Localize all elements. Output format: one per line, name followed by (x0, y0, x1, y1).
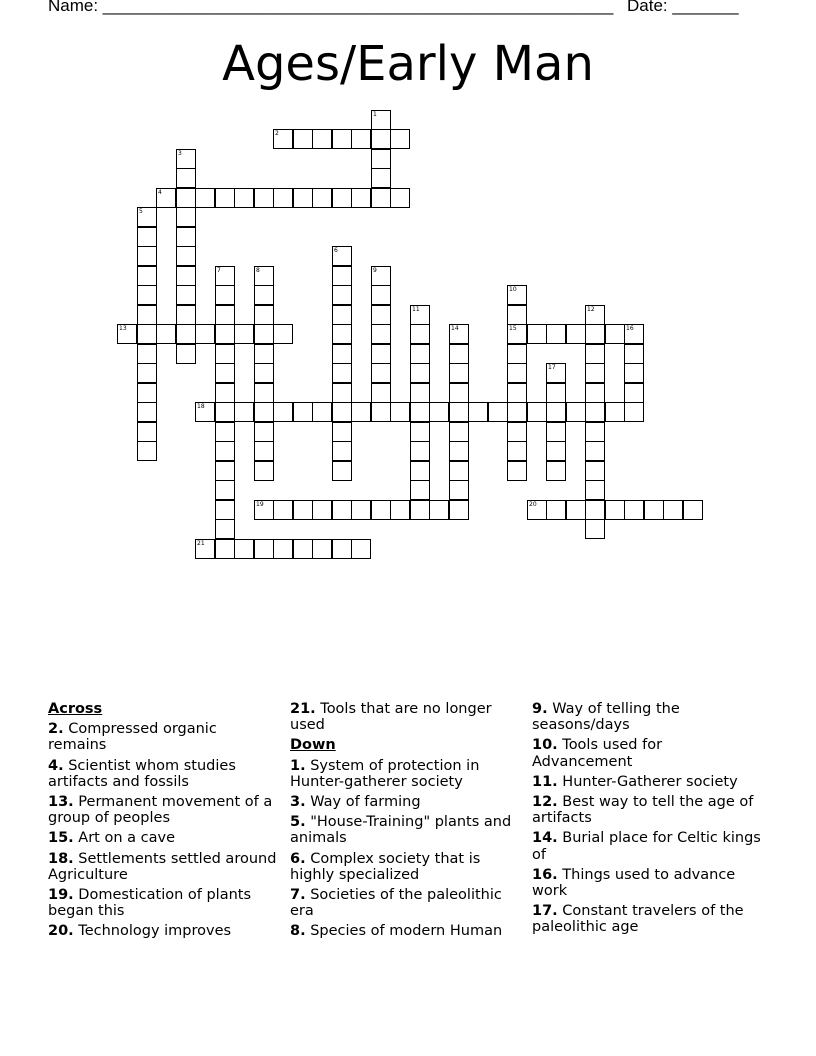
grid-cell[interactable] (410, 383, 430, 403)
grid-cell[interactable] (351, 188, 371, 208)
grid-cell[interactable] (468, 402, 488, 422)
grid-cell[interactable] (585, 519, 605, 539)
grid-cell[interactable] (585, 441, 605, 461)
clue-across-13: 13. Permanent movement of a group of peoples (48, 794, 273, 827)
grid-clue-number: 10 (509, 286, 517, 293)
grid-cell[interactable] (332, 441, 352, 461)
clue-down-17: 17. Constant travelers of the paleolithic age (532, 903, 744, 936)
grid-cell[interactable] (546, 500, 566, 520)
clue-across-19: 19. Domestication of plants began this (48, 887, 252, 920)
grid-cell[interactable] (605, 402, 625, 422)
grid-cell[interactable] (234, 402, 254, 422)
grid-cell[interactable] (546, 461, 566, 481)
grid-cell[interactable] (332, 402, 352, 422)
grid-cell[interactable] (312, 500, 332, 520)
grid-cell[interactable] (273, 324, 293, 344)
grid-cell[interactable] (507, 305, 527, 325)
grid-cell[interactable] (371, 305, 391, 325)
grid-clue-number: 9 (373, 267, 377, 274)
grid-cell[interactable] (215, 383, 235, 403)
grid-cell[interactable] (332, 363, 352, 383)
grid-cell[interactable] (449, 461, 469, 481)
grid-clue-number: 5 (139, 208, 143, 215)
grid-clue-number: 1 (373, 111, 377, 118)
clue-down-10: 10. Tools used for Advancement (532, 737, 663, 770)
grid-cell[interactable] (332, 539, 352, 559)
grid-cell[interactable] (215, 344, 235, 364)
grid-clue-number: 6 (334, 247, 338, 254)
grid-cell[interactable] (215, 402, 235, 422)
grid-cell[interactable] (429, 500, 449, 520)
grid-cell[interactable] (585, 383, 605, 403)
grid-clue-number: 18 (197, 403, 205, 410)
grid-cell[interactable] (312, 539, 332, 559)
grid-cell[interactable] (215, 539, 235, 559)
grid-cell[interactable] (176, 305, 196, 325)
grid-cell[interactable] (410, 363, 430, 383)
grid-cell[interactable] (176, 188, 196, 208)
grid-cell[interactable] (215, 500, 235, 520)
grid-cell[interactable] (410, 500, 430, 520)
grid-cell[interactable] (624, 402, 644, 422)
grid-cell[interactable] (605, 500, 625, 520)
grid-cell[interactable] (176, 266, 196, 286)
grid-cell[interactable] (566, 324, 586, 344)
grid-cell[interactable] (507, 422, 527, 442)
grid-cell[interactable] (546, 422, 566, 442)
clue-across-21: 21. Tools that are no longer used (290, 701, 492, 734)
grid-cell[interactable] (293, 500, 313, 520)
grid-cell[interactable] (176, 207, 196, 227)
grid-cell[interactable] (449, 441, 469, 461)
grid-cell[interactable] (507, 363, 527, 383)
grid-cell[interactable] (624, 344, 644, 364)
grid-cell[interactable] (176, 285, 196, 305)
grid-cell[interactable] (332, 461, 352, 481)
grid-cell[interactable] (449, 480, 469, 500)
clue-down-12: 12. Best way to tell the age of artifacts (532, 794, 754, 827)
grid-cell[interactable] (215, 519, 235, 539)
clue-down-14: 14. Burial place for Celtic kings of (532, 830, 761, 863)
grid-cell[interactable] (254, 461, 274, 481)
grid-cell[interactable] (371, 168, 391, 188)
grid-cell[interactable] (371, 383, 391, 403)
grid-cell[interactable] (585, 480, 605, 500)
clue-across-2: 2. Compressed organic remains (48, 721, 217, 754)
grid-cell[interactable] (332, 129, 352, 149)
grid-cell[interactable] (507, 441, 527, 461)
grid-cell[interactable] (273, 188, 293, 208)
grid-cell[interactable] (410, 402, 430, 422)
grid-cell[interactable] (371, 285, 391, 305)
grid-cell[interactable] (156, 324, 176, 344)
grid-cell[interactable] (507, 344, 527, 364)
grid-cell[interactable] (546, 383, 566, 403)
clue-down-9: 9. Way of telling the seasons/days (532, 701, 680, 734)
grid-cell[interactable] (507, 402, 527, 422)
grid-cell[interactable] (137, 246, 157, 266)
grid-cell[interactable] (371, 344, 391, 364)
clue-column-3 (532, 701, 762, 940)
grid-cell[interactable] (332, 344, 352, 364)
grid-cell[interactable] (351, 500, 371, 520)
clue-across-15: 15. Art on a cave (48, 830, 175, 847)
grid-cell[interactable] (429, 402, 449, 422)
grid-cell[interactable] (585, 422, 605, 442)
grid-cell[interactable] (410, 461, 430, 481)
grid-cell[interactable] (312, 129, 332, 149)
grid-cell[interactable] (585, 461, 605, 481)
grid-cell[interactable] (137, 402, 157, 422)
grid-cell[interactable] (137, 227, 157, 247)
grid-cell[interactable] (137, 441, 157, 461)
grid-clue-number: 3 (178, 150, 182, 157)
grid-cell[interactable] (254, 188, 274, 208)
grid-cell[interactable] (176, 227, 196, 247)
grid-clue-number: 8 (256, 267, 260, 274)
grid-cell[interactable] (215, 422, 235, 442)
grid-cell[interactable] (449, 383, 469, 403)
page-title: Ages/Early Man (222, 36, 594, 92)
name-field-label: Name: ______________________________________________________ (48, 0, 614, 15)
grid-clue-number: 11 (412, 306, 420, 313)
grid-cell[interactable] (371, 129, 391, 149)
clue-down-3: 3. Way of farming (290, 794, 421, 811)
grid-cell[interactable] (371, 402, 391, 422)
grid-cell[interactable] (410, 422, 430, 442)
grid-cell[interactable] (332, 188, 352, 208)
grid-clue-number: 16 (626, 325, 634, 332)
grid-cell[interactable] (371, 363, 391, 383)
grid-cell[interactable] (507, 461, 527, 481)
grid-cell[interactable] (215, 480, 235, 500)
grid-cell[interactable] (293, 129, 313, 149)
grid-cell[interactable] (176, 344, 196, 364)
grid-cell[interactable] (332, 285, 352, 305)
grid-cell[interactable] (254, 422, 274, 442)
grid-cell[interactable] (254, 324, 274, 344)
grid-clue-number: 13 (119, 325, 127, 332)
grid-cell[interactable] (137, 422, 157, 442)
grid-cell[interactable] (215, 188, 235, 208)
across-heading: Across (48, 701, 103, 717)
grid-cell[interactable] (293, 539, 313, 559)
grid-cell[interactable] (254, 383, 274, 403)
grid-cell[interactable] (585, 402, 605, 422)
grid-cell[interactable] (254, 285, 274, 305)
grid-clue-number: 15 (509, 325, 517, 332)
grid-cell[interactable] (644, 500, 664, 520)
clue-across-4: 4. Scientist whom studies artifacts and fossils (48, 757, 236, 790)
grid-cell[interactable] (176, 168, 196, 188)
clue-column-1 (48, 701, 278, 944)
clue-down-1: 1. System of protection in Hunter-gatherer society (290, 757, 480, 790)
grid-clue-number: 20 (529, 501, 537, 508)
grid-cell[interactable] (332, 500, 352, 520)
grid-cell[interactable] (215, 324, 235, 344)
grid-cell[interactable] (312, 188, 332, 208)
grid-cell[interactable] (273, 402, 293, 422)
grid-cell[interactable] (410, 344, 430, 364)
grid-cell[interactable] (449, 500, 469, 520)
grid-cell[interactable] (137, 285, 157, 305)
grid-cell[interactable] (215, 363, 235, 383)
grid-cell[interactable] (273, 500, 293, 520)
grid-cell[interactable] (410, 480, 430, 500)
grid-cell[interactable] (332, 422, 352, 442)
grid-cell[interactable] (176, 324, 196, 344)
grid-cell[interactable] (273, 539, 293, 559)
grid-clue-number: 2 (275, 130, 279, 137)
grid-cell[interactable] (137, 324, 157, 344)
down-heading: Down (290, 737, 336, 754)
grid-cell[interactable] (254, 305, 274, 325)
grid-cell[interactable] (546, 402, 566, 422)
grid-cell[interactable] (254, 402, 274, 422)
grid-cell[interactable] (254, 539, 274, 559)
grid-cell[interactable] (137, 344, 157, 364)
grid-cell[interactable] (605, 324, 625, 344)
grid-cell[interactable] (449, 363, 469, 383)
clue-down-11: 11. Hunter-Gatherer society (532, 773, 738, 790)
grid-cell[interactable] (449, 422, 469, 442)
clue-down-8: 8. Species of modern Human (290, 923, 503, 940)
grid-cell[interactable] (527, 324, 547, 344)
grid-cell[interactable] (585, 500, 605, 520)
grid-cell[interactable] (390, 402, 410, 422)
grid-cell[interactable] (332, 305, 352, 325)
grid-cell[interactable] (351, 129, 371, 149)
grid-cell[interactable] (137, 383, 157, 403)
grid-cell[interactable] (195, 188, 215, 208)
grid-cell[interactable] (332, 324, 352, 344)
grid-cell[interactable] (293, 402, 313, 422)
grid-cell[interactable] (585, 324, 605, 344)
grid-cell[interactable] (566, 500, 586, 520)
grid-cell[interactable] (624, 363, 644, 383)
grid-cell[interactable] (312, 402, 332, 422)
grid-cell[interactable] (332, 383, 352, 403)
grid-clue-number: 12 (587, 306, 595, 313)
grid-cell[interactable] (585, 344, 605, 364)
date-field-label: Date: _______ (627, 0, 739, 15)
grid-cell[interactable] (390, 188, 410, 208)
grid-cell[interactable] (566, 402, 586, 422)
grid-cell[interactable] (195, 324, 215, 344)
grid-clue-number: 7 (217, 267, 221, 274)
grid-cell[interactable] (351, 402, 371, 422)
grid-cell[interactable] (410, 324, 430, 344)
grid-cell[interactable] (215, 285, 235, 305)
clue-across-20: 20. Technology improves (48, 923, 232, 940)
grid-clue-number: 21 (197, 540, 205, 547)
grid-cell[interactable] (546, 441, 566, 461)
grid-clue-number: 4 (158, 189, 162, 196)
grid-cell[interactable] (527, 402, 547, 422)
grid-cell[interactable] (410, 441, 430, 461)
grid-cell[interactable] (254, 363, 274, 383)
grid-cell[interactable] (449, 402, 469, 422)
grid-cell[interactable] (371, 149, 391, 169)
grid-cell[interactable] (254, 344, 274, 364)
clue-down-5: 5. "House-Training" plants and animals (290, 814, 512, 847)
grid-cell[interactable] (332, 266, 352, 286)
grid-cell[interactable] (137, 363, 157, 383)
grid-cell[interactable] (351, 539, 371, 559)
clue-down-7: 7. Societies of the paleolithic era (290, 887, 502, 920)
grid-cell[interactable] (390, 129, 410, 149)
grid-cell[interactable] (663, 500, 683, 520)
grid-cell[interactable] (137, 305, 157, 325)
grid-cell[interactable] (293, 188, 313, 208)
grid-cell[interactable] (585, 363, 605, 383)
grid-cell[interactable] (234, 188, 254, 208)
grid-cell[interactable] (254, 441, 274, 461)
grid-cell[interactable] (624, 383, 644, 403)
grid-cell[interactable] (176, 246, 196, 266)
grid-cell[interactable] (215, 461, 235, 481)
grid-cell[interactable] (234, 539, 254, 559)
clue-down-16: 16. Things used to advance work (532, 866, 736, 900)
grid-cell[interactable] (371, 324, 391, 344)
grid-cell[interactable] (546, 324, 566, 344)
grid-cell[interactable] (488, 402, 508, 422)
grid-clue-number: 17 (548, 364, 556, 371)
grid-cell[interactable] (215, 305, 235, 325)
clue-down-6: 6. Complex society that is highly specialized (290, 850, 481, 883)
grid-cell[interactable] (215, 441, 235, 461)
clue-column-2 (290, 701, 520, 944)
clue-across-18: 18. Settlements settled around Agriculture (48, 850, 277, 883)
grid-cell[interactable] (507, 383, 527, 403)
grid-cell[interactable] (683, 500, 703, 520)
grid-cell[interactable] (371, 188, 391, 208)
grid-cell[interactable] (234, 324, 254, 344)
grid-cell[interactable] (624, 500, 644, 520)
grid-cell[interactable] (137, 266, 157, 286)
grid-cell[interactable] (449, 344, 469, 364)
grid-cell[interactable] (390, 500, 410, 520)
grid-clue-number: 14 (451, 325, 459, 332)
grid-cell[interactable] (371, 500, 391, 520)
grid-clue-number: 19 (256, 501, 264, 508)
